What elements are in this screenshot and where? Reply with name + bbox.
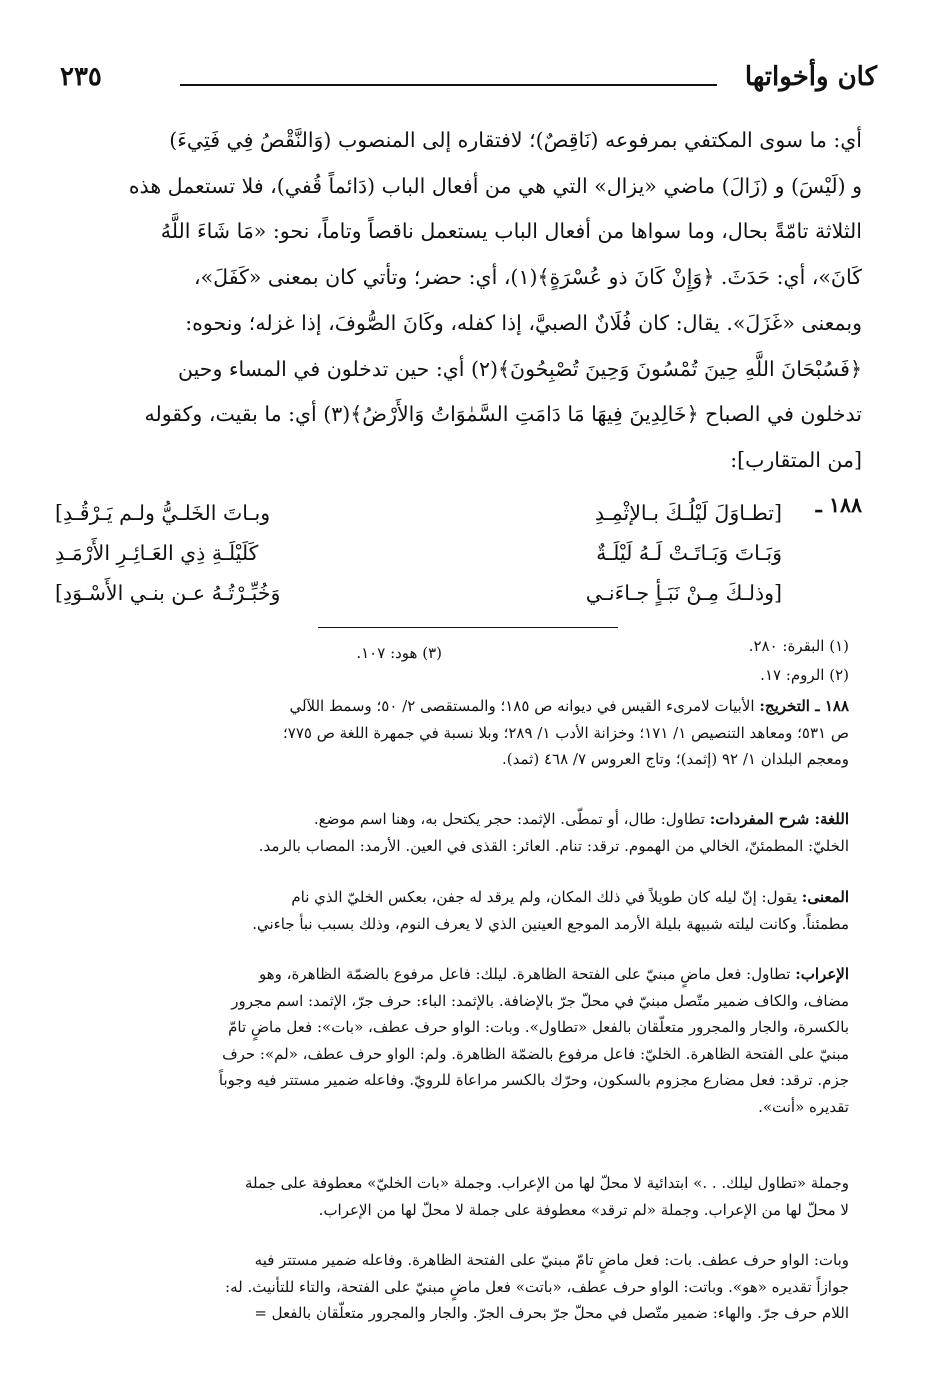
note-text: جوازاً تقديره «هو». وباتت: الواو حرف عطف، «باتت» فعل ماضٍ مبنيّ على الفتحة، والتاء للتأنيث. له: (225, 1277, 849, 1296)
note-text: الأبيات لامرىء القيس في ديوانه ص ١٨٥؛ والمستقصى ٢/ ٥٠؛ وسمط اللآلي (289, 697, 755, 715)
main-line: و (لَيْسَ) و (زَالَ) ماضي «يزال» التي هي من أفعال الباب (دَائماً قُفي)، فلا تستعمل هذه (128, 173, 862, 198)
note-lugha (80, 806, 849, 859)
footnote-3: (٣) هود: ١٠٧. (356, 644, 442, 662)
note-text: تقديره «أنت». (758, 1097, 849, 1116)
note-label: المعنى: (801, 888, 849, 906)
note-text: يقول: إنّ ليله كان طويلاً في ذلك المكان، ولم يرقد له جفن، بعكس الخليّ الذي نام (291, 888, 797, 906)
verse-hemistich-left: وبـاتَ الخَلـيُّ ولـم يَـرْقُـدِ] (55, 501, 271, 525)
note-text: ص ٥٣١؛ ومعاهد التنصيص ١/ ١٧١؛ وخزانة الأدب ١/ ٢٨٩؛ وبلا نسبة في جمهرة اللغة ص ٧٧٥؛ (282, 723, 849, 742)
main-line: كَانَ»، أي: حَدَثَ. ﴿وَإِنْ كَانَ ذو عُسْرَةٍ﴾(١)، أي: حضر؛ وتأتي كان بمعنى «كَفَلَ»، (194, 265, 862, 290)
page-number: ٢٣٥ (60, 62, 102, 92)
footnote-rule (318, 627, 618, 628)
main-line: تدخلون في الصباح ﴿خَالِدِينَ فِيهَا مَا دَامَتِ السَّمٰوَاتُ وَالأَرْضُ﴾(٣) أي: ما بقيت، وكقوله (144, 402, 862, 427)
verse-number: ١٨٨ ـ (815, 493, 862, 517)
note-text: تطاول: طال، أو تمطّى. الإثمد: حجر يكتحل به، وهنا اسم موضع. (313, 810, 705, 828)
main-line: أي: ما سوى المكتفي بمرفوعه (نَاقِصٌ)؛ لافتقاره إلى المنصوب (وَالنَّقْصُ فِي فَتِيءَ) (169, 128, 862, 152)
main-line: [من المتقارب]: (730, 447, 862, 472)
verse-hemistich-right: وَبَـاتَ وَبَـاتَـتْ لَـهُ لَيْلَـةٌ (596, 541, 782, 565)
note-text: مبنيّ على الفتحة الظاهرة. الخليّ: فاعل مرفوع بالضمّة الظاهرة. ولم: الواو حرف عطف، «لم»: حرف (222, 1044, 849, 1063)
note-text: الخليّ: المطمئنّ، الخالي من الهموم. ترقد: تنام. العائر: القذى في العين. الأرمد: المصاب بالرمد. (258, 836, 849, 855)
main-text (60, 118, 862, 484)
note-wabat (80, 1247, 849, 1327)
note-text: مضاف، والكاف ضمير متّصل مبنيّ في محلّ جرّ بالإضافة. بالإثمد: الباء: حرف جرّ، الإثمد: اسم مجرور (231, 991, 849, 1010)
note-maana (80, 884, 849, 937)
poem-verses (55, 493, 862, 618)
note-text: ومعجم البلدان ١/ ٩٢ (إثمد)؛ وتاج العروس ٧/ ٤٦٨ (ثمد). (502, 750, 849, 768)
note-label: اللغة: شرح المفردات: (709, 810, 849, 828)
note-takhrij (80, 693, 849, 773)
main-line: ﴿فَسُبْحَانَ اللَّهِ حِينَ تُمْسُونَ وَحِينَ تُصْبِحُونَ﴾(٢) أي: حين تدخلون في المساء وحين (177, 356, 862, 381)
note-text: وبات: الواو حرف عطف. بات: فعل ماضٍ تامّ مبنيّ على الفتحة الظاهرة. وفاعله ضمير مستتر فيه (254, 1251, 849, 1269)
verse-hemistich-right: [تطـاوَلَ لَيْلُـكَ بـالإثْمِـدِ (594, 501, 782, 525)
note-text: بالكسرة، والجار والمجرور متعلّقان بالفعل «تطاول». وبات: الواو حرف عطف، «بات»: فعل ماضٍ تامّ (228, 1018, 849, 1036)
note-text: مطمئناً. وكانت ليلته شبيهة بليلة الأرمد الموجع العينين الذي لا يعرف النوم، وذلك بسبب نبأ جاءني. (252, 914, 849, 933)
note-text: لا محلّ لها من الإعراب. وجملة «لم ترقد» معطوفة على جملة لا محلّ لها من الإعراب. (318, 1200, 849, 1219)
note-label: الإعراب: (795, 965, 849, 983)
page-header (60, 62, 877, 98)
note-label: ١٨٨ ـ التخريج: (759, 697, 849, 715)
chapter-title: كان وأخواتها (744, 62, 877, 92)
note-text: جزم. ترقد: فعل مضارع مجزوم بالسكون، وحرّك بالكسر مراعاة للرويّ. وفاعله ضمير مستتر فيه وجوباً (218, 1071, 849, 1089)
note-irab (80, 961, 849, 1120)
footnote-2: (٢) الروم: ١٧. (760, 666, 849, 684)
note-text: اللام حرف جرّ. والهاء: ضمير متّصل في محلّ جرّ بحرف الجرّ. والجار والمجرور متعلّقان بالفعل = (254, 1304, 849, 1322)
verse-hemistich-right: [وذلـكَ مِـنْ نَبَـأٍ جـاءَنـي (585, 581, 782, 605)
verse-hemistich-left: كَلَيْلَـةِ ذِي العَـائِـرِ الأَرْمَـدِ (55, 541, 259, 565)
note-text: تطاول: فعل ماضٍ مبنيّ على الفتحة الظاهرة. ليلك: فاعل مرفوع بالضمّة الظاهرة، وهو (259, 965, 791, 983)
note-text: وجملة «تطاول ليلك. . .» ابتدائية لا محلّ لها من الإعراب. وجملة «بات الخليّ» معطوفة على جملة (244, 1174, 849, 1192)
verse-hemistich-left: وَخُبِّـرْتُـهُ عـن بنـي الأَسْـوَدِ] (55, 581, 281, 605)
note-jumla (80, 1170, 849, 1223)
main-line: الثلاثة تامّةً بحال، وما سواها من أفعال الباب يستعمل ناقصاً وتاماً، نحو: «مَا شَاءَ اللَّهُ (160, 219, 862, 244)
main-line: وبمعنى «غَزَلَ». يقال: كان فُلَانٌ الصبيَّ، إذا كفله، وكَانَ الصُّوفَ، إذا غزله؛ ونحوه: (185, 310, 862, 335)
header-rule (180, 84, 717, 86)
footnote-1: (١) البقرة: ٢٨٠. (748, 637, 849, 655)
